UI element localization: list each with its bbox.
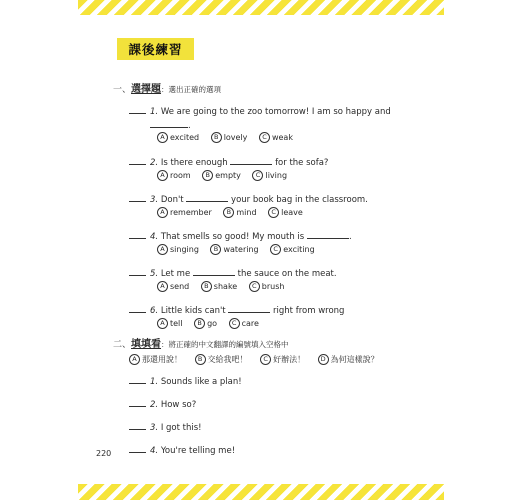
- question-text-start: Don't: [160, 195, 184, 205]
- question-6-options: [157, 318, 268, 329]
- fill-gap: [230, 156, 272, 165]
- question-number: 1.: [150, 107, 159, 117]
- option-c: C leave: [268, 207, 303, 218]
- question-text-start: That smells so good! My mouth is: [160, 232, 305, 242]
- section-1-instruction: ：選出正確的選項: [161, 85, 222, 94]
- option-a: A tell: [157, 318, 183, 329]
- question-number: 5.: [150, 269, 159, 279]
- fill-gap: [307, 230, 349, 239]
- question-text-end: for the sofa?: [275, 158, 329, 168]
- question-4-options: [157, 244, 324, 255]
- answer-blank: [129, 444, 146, 453]
- page-number: 220: [96, 449, 112, 458]
- bottom-stripe-border: [78, 484, 444, 500]
- option-b: B go: [194, 318, 217, 329]
- question-4: [129, 230, 352, 242]
- answer-blank: [129, 375, 146, 384]
- item-text: Sounds like a plan!: [160, 377, 242, 387]
- top-stripe-border: [78, 0, 444, 15]
- item-text: How so?: [160, 400, 197, 410]
- section-2-number: 二、: [113, 340, 132, 350]
- fill-item-4: 4. You're telling me!: [129, 444, 235, 456]
- option-a: A excited: [157, 132, 199, 143]
- question-text-end: .: [348, 232, 352, 242]
- page-title: 課後練習: [117, 38, 194, 60]
- question-text-start: Let me: [160, 269, 191, 279]
- option-a: A 那還用說！: [129, 354, 182, 365]
- item-text: I got this!: [160, 423, 202, 433]
- question-5-options: [157, 281, 293, 292]
- fill-gap: [150, 119, 188, 128]
- option-c: C 好辦法！: [260, 354, 305, 365]
- question-text-end: .: [188, 121, 191, 131]
- question-3-options: [157, 207, 312, 218]
- fill-item-3: 3. I got this!: [129, 421, 202, 433]
- answer-blank: [129, 398, 146, 407]
- question-2-options: [157, 170, 296, 181]
- option-a: A singing: [157, 244, 199, 255]
- question-text-end: the sauce on the meat.: [237, 269, 337, 279]
- option-c: C living: [252, 170, 287, 181]
- option-b: B 交給我吧！: [195, 354, 248, 365]
- question-text-start: Is there enough: [160, 158, 228, 168]
- answer-blank: [129, 230, 146, 239]
- option-c: C brush: [249, 281, 285, 292]
- option-b: B mind: [223, 207, 256, 218]
- answer-blank: [129, 267, 146, 276]
- fill-item-2: 2. How so?: [129, 398, 196, 410]
- question-number: 4.: [150, 232, 159, 242]
- option-d: D 為何這樣說？: [318, 354, 379, 365]
- section-2-label: 填填看: [131, 339, 162, 350]
- fill-gap: [186, 193, 228, 202]
- question-6: [129, 304, 344, 316]
- option-a: A room: [157, 170, 191, 181]
- option-c: C weak: [259, 132, 293, 143]
- question-text: We are going to the zoo tomorrow! I am so happy and: [160, 107, 391, 117]
- option-b: B watering: [210, 244, 258, 255]
- question-number: 2.: [150, 158, 159, 168]
- option-c: C care: [229, 318, 259, 329]
- section-1-header: [113, 80, 221, 95]
- answer-blank: [129, 421, 146, 430]
- answer-blank: [129, 304, 146, 313]
- question-number: 6.: [150, 306, 159, 316]
- section-2-instruction: ：將正確的中文翻譯的編號填入空格中: [161, 340, 289, 349]
- section-2-options: [129, 354, 389, 365]
- question-1: [129, 105, 391, 131]
- option-a: A send: [157, 281, 189, 292]
- question-text-end: your book bag in the classroom.: [231, 195, 368, 205]
- section-2-header: [113, 335, 289, 350]
- question-number: 3.: [150, 195, 159, 205]
- question-5: [129, 267, 337, 279]
- question-3: [129, 193, 368, 205]
- option-c: C exciting: [270, 244, 315, 255]
- fill-item-1: 1. Sounds like a plan!: [129, 375, 242, 387]
- fill-gap: [228, 304, 270, 313]
- section-1-number: 一、: [113, 85, 132, 95]
- answer-blank: [129, 193, 146, 202]
- question-2: [129, 156, 328, 168]
- question-text-end: right from wrong: [273, 306, 345, 316]
- item-text: You're telling me!: [160, 446, 236, 456]
- fill-gap: [193, 267, 235, 276]
- question-1-options: [157, 132, 302, 143]
- option-a: A remember: [157, 207, 212, 218]
- option-b: B lovely: [211, 132, 248, 143]
- option-b: B empty: [202, 170, 241, 181]
- option-b: B shake: [201, 281, 237, 292]
- answer-blank: [129, 105, 146, 114]
- question-text-start: Little kids can't: [160, 306, 226, 316]
- answer-blank: [129, 156, 146, 165]
- section-1-label: 選擇題: [131, 84, 162, 95]
